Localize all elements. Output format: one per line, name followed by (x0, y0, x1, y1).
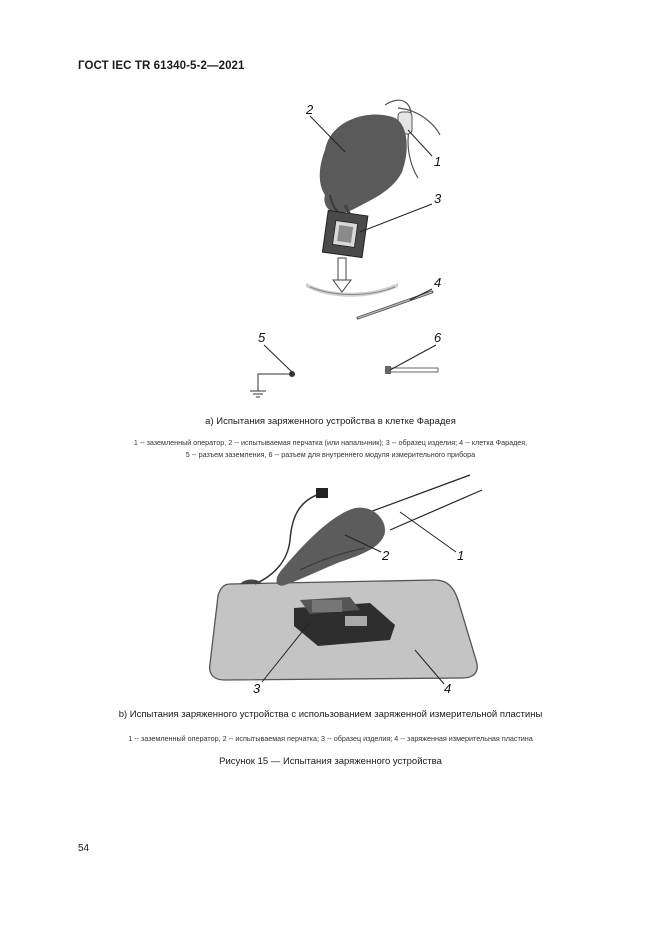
figure-a-legend-line2: 5 -- разъем заземления, 6 -- разъем для внутреннего модуля измерительного прибора (185, 450, 476, 459)
label-b-3: 3 (253, 681, 261, 696)
label-3: 3 (434, 191, 442, 206)
label-b-4: 4 (444, 681, 452, 696)
figure-title: Рисунок 15 — Испытания заряженного устройства (219, 756, 442, 767)
figure-b-legend: 1 -- заземленный оператор, 2 -- испытываемая перчатка; 3 -- образец изделия; 4 -- заряженная измерительная пластина (128, 734, 533, 743)
label-1: 1 (434, 154, 442, 169)
label-5: 5 (258, 330, 266, 345)
document-header: ГОСТ IEC TR 61340-5-2—2021 (78, 60, 245, 72)
label-4: 4 (434, 275, 442, 290)
label-b-1: 1 (457, 548, 465, 563)
figure-b-caption: b) Испытания заряженного устройства с использованием заряженной измерительной пластины (118, 709, 543, 720)
page-number: 54 (78, 843, 90, 854)
figure-a-legend-line1: 1 -- заземленный оператор, 2 -- испытываемая перчатка (или напальчник); 3 -- образец изделия; 4 -- клетка Фарадея, (133, 438, 528, 447)
figure-a-caption: а) Испытания заряженного устройства в клетке Фарадея (205, 416, 456, 427)
label-6: 6 (434, 330, 442, 345)
label-b-2: 2 (382, 548, 390, 563)
label-2: 2 (306, 102, 314, 117)
